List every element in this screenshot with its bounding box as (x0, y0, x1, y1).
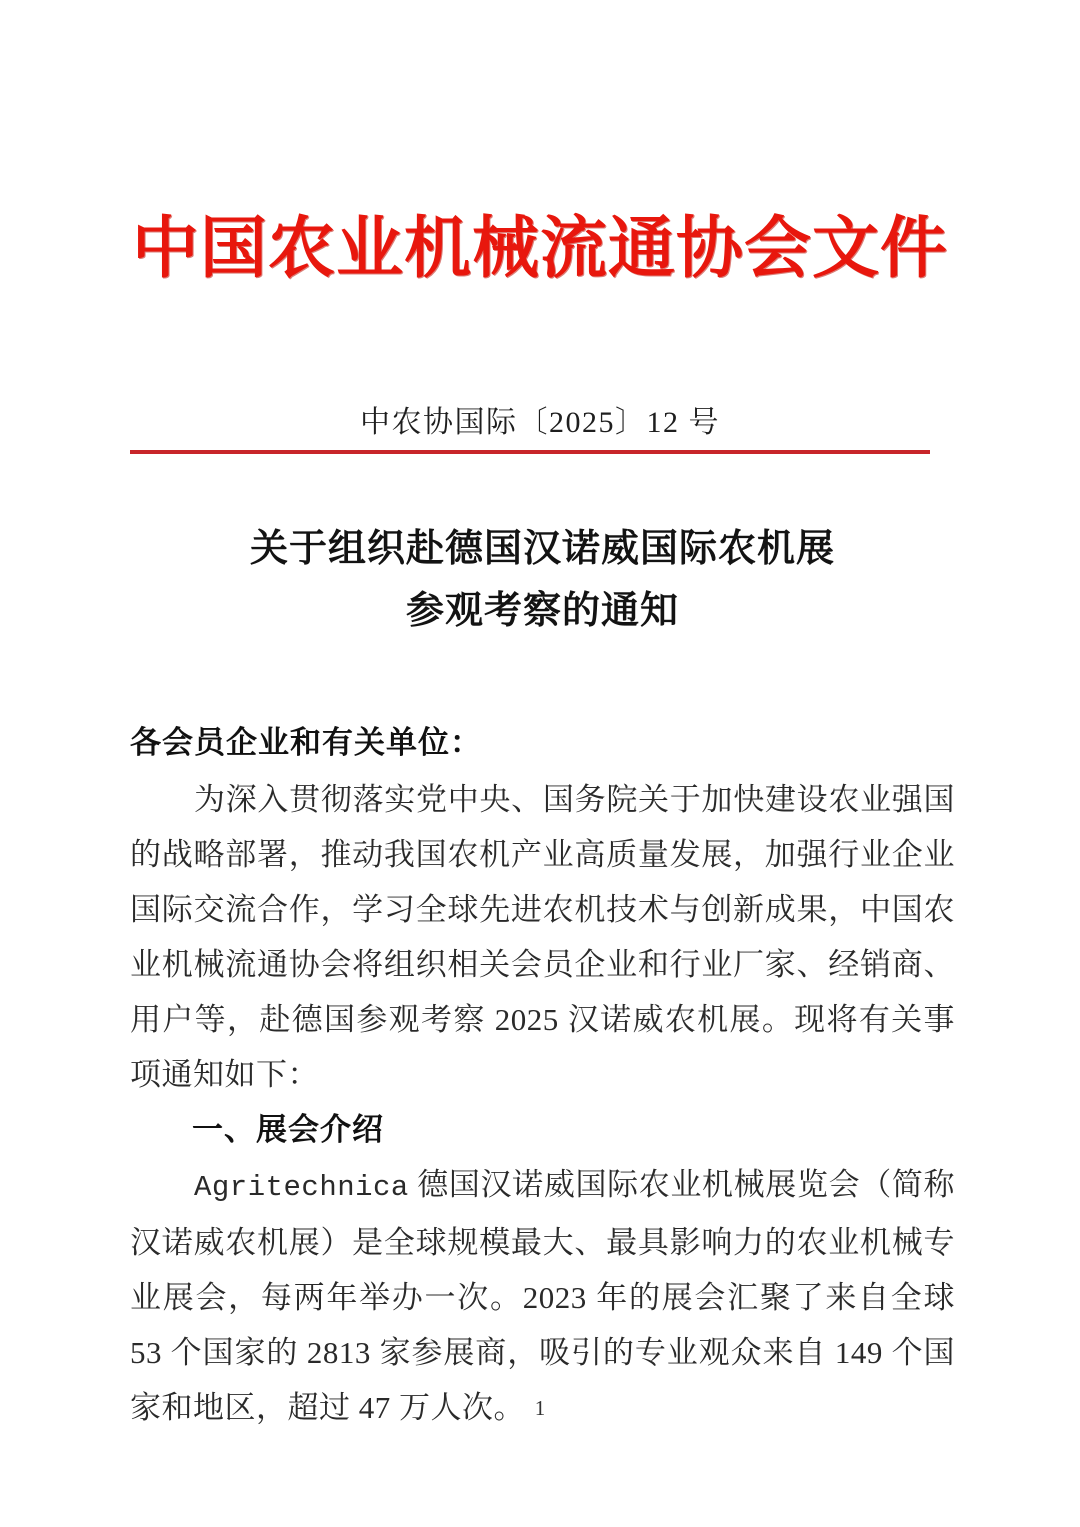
page-title-line-1: 关于组织赴德国汉诺威国际农机展 (249, 528, 835, 570)
salutation: 各会员企业和有关单位： (130, 725, 482, 760)
document-number: 中农协国际〔2025〕12 号 (360, 406, 720, 439)
page-title-line-2: 参观考察的通知 (405, 590, 679, 632)
exhibition-latin-name: Agritechnica (194, 1171, 409, 1204)
document-body (130, 715, 955, 1435)
red-separator-rule (130, 450, 930, 454)
masthead (0, 206, 1080, 293)
section-heading-1: 一、展会介绍 (192, 1112, 384, 1147)
paragraph-intro: 为深入贯彻落实党中央、国务院关于加快建设农业强国的战略部署，推动我国农机产业高质量发展，加强行业企业国际交流合作，学习全球先进农机技术与创新成果，中国农业机械流通协会将组织相关会员企业和行业厂家、经销商、用户等，赴德国参观考察 2025 汉诺威农机展。现将有关事项通知如下： (130, 782, 955, 1092)
page-number: 1 (534, 1396, 546, 1420)
paragraph-section-1 (130, 1157, 955, 1435)
masthead-title: 中国农业机械流通协会文件 (132, 212, 948, 286)
exhibition-description: 德国汉诺威国际农业机械展览会（简称汉诺威农机展）是全球规模最大、最具影响力的农业机械专业展会，每两年举办一次。2023 年的展会汇聚了来自全球 53 个国家的 2813 家参展商，吸引的专业观众来自 149 个国家和地区，超过 47 万人次。 (130, 1167, 956, 1425)
page-title (130, 518, 955, 642)
